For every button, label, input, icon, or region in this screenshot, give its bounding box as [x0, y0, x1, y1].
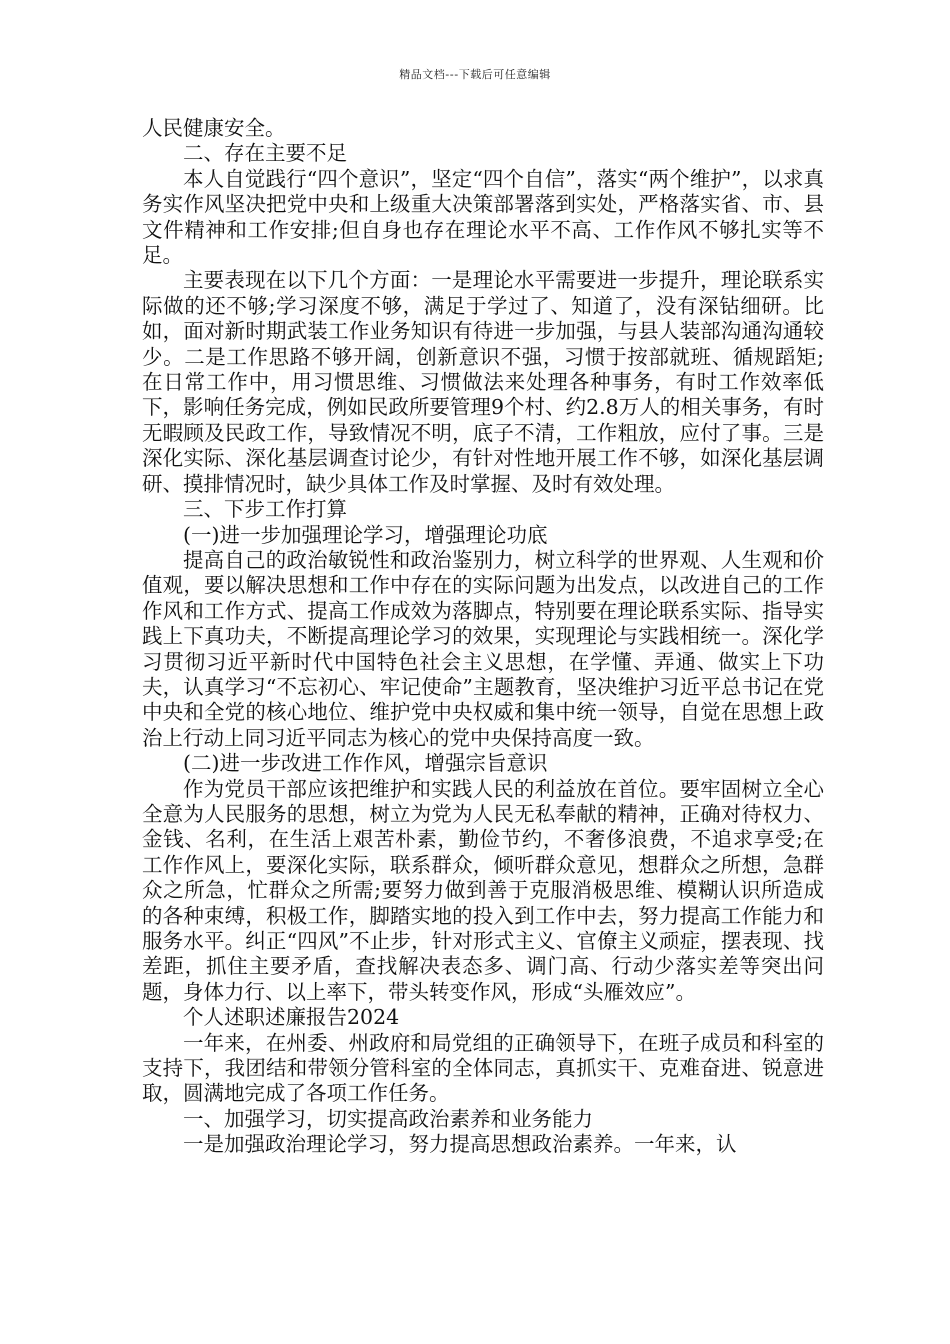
paragraph: 主要表现在以下几个方面：一是理论水平需要进一步提升，理论联系实际做的还不够;学习深度不够，满足于学过了、知道了，没有深钻细研。比如，面对新时期武装工作业务知识有待进一步加强，与县人装部沟通沟通较少。二是工作思路不够开阔，创新意识不强，习惯于按部就班、循规蹈矩;在日常工作中，用习惯思维、习惯做法来处理各种事务，有时工作效率低下，影响任务完成，例如民政所要管理9个村、约2.8万人的相关事务，有时无暇顾及民政工作，导致情况不明，底子不清，工作粗放，应付了事。三是深化实际、深化基层调查讨论少，有针对性地开展工作不够，如深化基层调研、摸排情况时，缺少具体工作及时掌握、及时有效处理。	[142, 268, 824, 496]
section-heading-shortcomings: 二、存在主要不足	[183, 141, 347, 166]
paragraph: 一年来，在州委、州政府和局党组的正确领导下，在班子成员和科室的支持下，我团结和带领分管科室的全体同志，真抓实干、克难奋进、锐意进取，圆满地完成了各项工作任务。	[142, 1030, 824, 1106]
report-title: 个人述职述廉报告2024	[183, 1005, 400, 1030]
paragraph: 一是加强政治理论学习，努力提高思想政治素养。一年来，认	[183, 1132, 737, 1157]
section-heading-study: 一、加强学习，切实提高政治素养和业务能力	[183, 1106, 593, 1131]
subheading-work-style: (二)进一步改进工作作风，增强宗旨意识	[183, 751, 548, 776]
paragraph-continuation: 人民健康安全。	[142, 116, 286, 140]
page-header: 精品文档---下载后可任意编辑	[399, 68, 551, 81]
paragraph: 作为党员干部应该把维护和实践人民的利益放在首位。要牢固树立全心全意为人民服务的思想，树立为党为人民无私奉献的精神，正确对待权力、金钱、名利，在生活上艰苦朴素，勤俭节约，不奢侈浪费，不追求享受;在工作作风上，要深化实际，联系群众，倾听群众意见，想群众之所想，急群众之所急，忙群众之所需;要努力做到善于克服消极思维、模糊认识所造成的各种束缚，积极工作，脚踏实地的投入到工作中去，努力提高工作能力和服务水平。纠正“四风”不止步，针对形式主义、官僚主义顽症，摆表现、找差距，抓住主要矛盾，查找解决表态多、调门高、行动少落实差等突出问题，身体力行、以上率下，带头转变作风，形成“头雁效应”。	[142, 776, 824, 1004]
section-heading-next-steps: 三、下步工作打算	[183, 497, 347, 522]
paragraph: 本人自觉践行“四个意识”，坚定“四个自信”，落实“两个维护”，以求真务实作风坚决把党中央和上级重大决策部署落到实处，严格落实省、市、县文件精神和工作安排;但自身也存在理论水平不高、工作作风不够扎实等不足。	[142, 166, 824, 268]
paragraph: 提高自己的政治敏锐性和政治鉴别力，树立科学的世界观、人生观和价值观，要以解决思想和工作中存在的实际问题为出发点，以改进自己的工作作风和工作方式、提高工作成效为落脚点，特别要在理论联系实际、指导实践上下真功夫，不断提高理论学习的效果，实现理论与实践相统一。深化学习贯彻习近平新时代中国特色社会主义思想，在学懂、弄通、做实上下功夫，认真学习“不忘初心、牢记使命”主题教育，坚决维护习近平总书记在党中央和全党的核心地位、维护党中央权威和集中统一领导，自觉在思想上政治上行动上同习近平同志为核心的党中央保持高度一致。	[142, 547, 824, 750]
subheading-theory-study: (一)进一步加强理论学习，增强理论功底	[183, 522, 548, 547]
document-body	[142, 116, 824, 1158]
